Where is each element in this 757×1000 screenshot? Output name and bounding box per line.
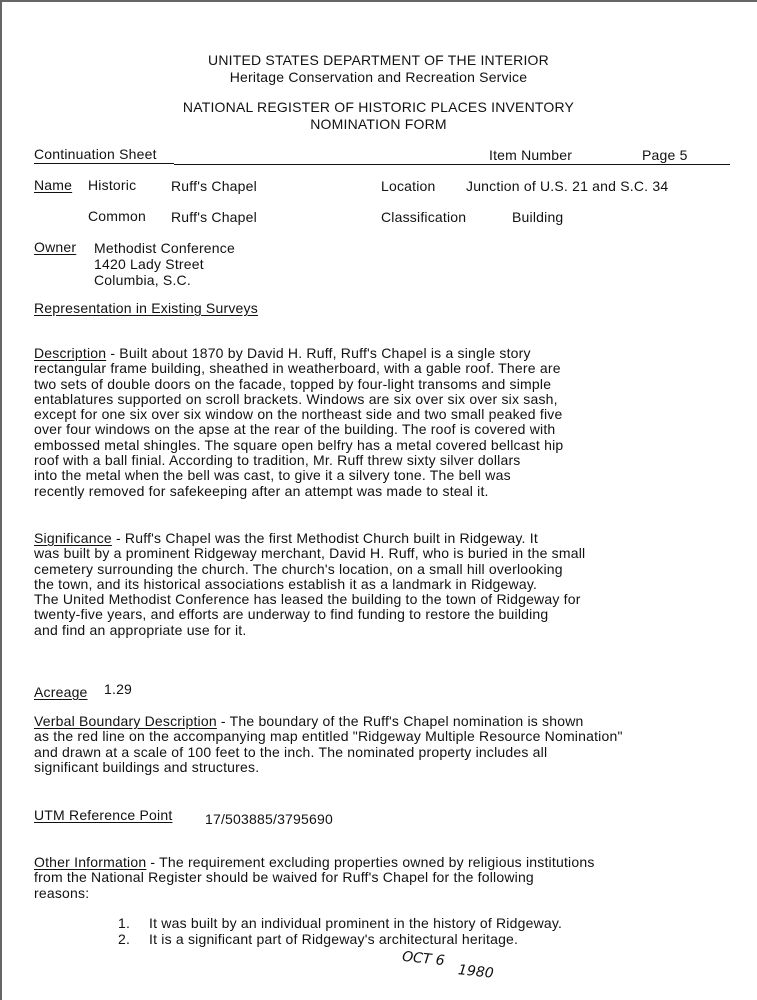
name-label: Name (34, 177, 73, 193)
boundary-section (34, 714, 749, 775)
reason-2-number: 2. (118, 931, 131, 947)
reason-2-text: It is a significant part of Ridgeway's architectural heritage. (149, 931, 519, 947)
date-stamp-month-day: OCT 6 (401, 948, 446, 970)
owner-line-2: 1420 Lady Street (94, 256, 204, 272)
common-value: Ruff's Chapel (171, 209, 257, 225)
continuation-sheet-label: Continuation Sheet (34, 146, 157, 162)
historic-label: Historic (88, 177, 137, 193)
owner-line-1: Methodist Conference (94, 240, 235, 256)
form-subtitle: NOMINATION FORM (310, 116, 447, 132)
historic-value: Ruff's Chapel (171, 178, 257, 194)
scan-left-border (0, 0, 2, 1000)
reason-1-number: 1. (118, 915, 131, 931)
location-label: Location (381, 178, 436, 194)
classification-value: Building (512, 209, 564, 225)
other-information-label: Other Information (34, 854, 147, 870)
service-heading: Heritage Conservation and Recreation Service (229, 69, 528, 85)
acreage-label: Acreage (34, 684, 88, 700)
other-information-section (34, 855, 749, 901)
significance-section (34, 531, 749, 638)
boundary-label: Verbal Boundary Description (34, 713, 217, 729)
classification-label: Classification (381, 209, 467, 225)
form-title: NATIONAL REGISTER OF HISTORIC PLACES INVENTORY (182, 99, 575, 115)
acreage-value: 1.29 (104, 681, 133, 697)
reason-1-text: It was built by an individual prominent in the history of Ridgeway. (149, 915, 563, 931)
continuation-rule-left (34, 163, 174, 164)
owner-line-3: Columbia, S.C. (94, 272, 191, 288)
description-label: Description (34, 345, 107, 361)
continuation-rule-right (174, 164, 730, 165)
location-value: Junction of U.S. 21 and S.C. 34 (466, 178, 669, 194)
page-number: Page 5 (642, 147, 688, 163)
significance-text: - Ruff's Chapel was the first Methodist Church built in Ridgeway. It was built by a prominent Ridgeway merchant, David H. Ruff, who is buried in the small cemetery surrounding the church. The church's location, on a small hill overlooking the town, and its historical associations establish it as a landmark in Ridgeway. The United Methodist Conference has leased the building to the town of Ridgeway for twenty-five years, and efforts are underway to find funding to restore the building and find an appropriate use for it. (34, 530, 586, 638)
scan-top-border (0, 0, 757, 2)
date-stamp-year: 1980 (457, 962, 495, 982)
owner-label: Owner (34, 239, 77, 255)
significance-label: Significance (34, 530, 112, 546)
common-label: Common (88, 208, 146, 224)
boundary-text: - The boundary of the Ruff's Chapel nomination is shown as the red line on the accompanying map entitled "Ridgeway Multiple Resource Nomination" and drawn at a scale of 100 feet to the inch. The nominated property includes all significant buildings and structures. (34, 713, 623, 775)
other-information-text: - The requirement excluding properties owned by religious institutions from the National Register should be waived for Ruff's Chapel for the following reasons: (34, 854, 595, 901)
utm-label: UTM Reference Point (34, 807, 173, 823)
item-number-label: Item Number (489, 147, 573, 163)
utm-value: 17/503885/3795690 (205, 811, 333, 827)
description-section (34, 346, 749, 499)
existing-surveys-label: Representation in Existing Surveys (34, 300, 258, 316)
description-text: - Built about 1870 by David H. Ruff, Ruff's Chapel is a single story rectangular frame building, sheathed in weatherboard, with a gable roof. There are two sets of double doors on the facade, topped by four-light transoms and simple entablatures supported on scroll brackets. Windows are six over six over six sash, except for one six over six window on the northeast side and two small peaked five over four windows on the apse at the rear of the building. The roof is covered with embossed metal shingles. The square open belfry has a metal covered bellcast hip roof with a ball finial. According to tradition, Mr. Ruff threw sixty silver dollars into the metal when the bell was cast, to give it a silvery tone. The bell was recently removed for safekeeping after an attempt was made to steal it. (34, 345, 564, 499)
department-heading: UNITED STATES DEPARTMENT OF THE INTERIOR (208, 52, 549, 68)
